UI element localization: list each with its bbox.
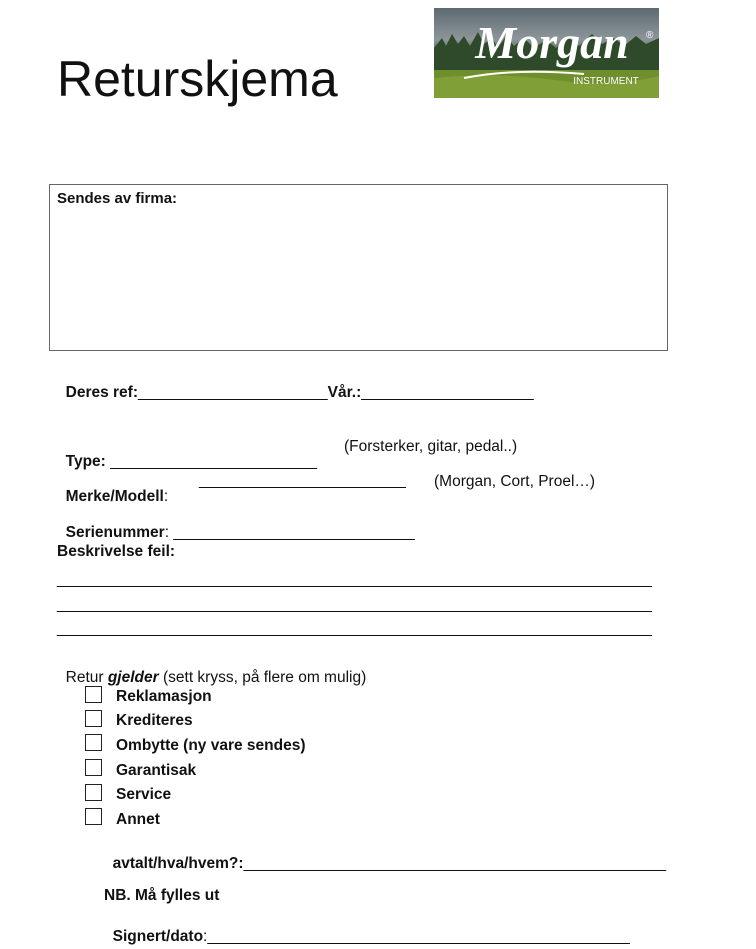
option-label-ombytte: Ombytte (ny vare sendes) xyxy=(116,737,306,754)
description-line-2[interactable]: _____________________________________________________________________ xyxy=(57,596,652,613)
return-info xyxy=(57,654,366,685)
return-info-emphasis: gjelder xyxy=(107,668,159,686)
option-label-service: Service xyxy=(116,786,172,803)
deres-ref-label: Deres ref: xyxy=(65,383,138,401)
checkbox-reklamasjon[interactable] xyxy=(85,686,102,703)
agreed-field[interactable]: _________________________________________________ xyxy=(243,854,666,872)
serial-label: Serienummer xyxy=(65,523,165,541)
serial-colon: : xyxy=(164,523,174,541)
description-label: Beskrivelse feil: xyxy=(57,543,176,560)
checkbox-service[interactable] xyxy=(85,784,102,801)
return-info-prefix: Retur xyxy=(65,668,108,686)
type-row xyxy=(57,438,317,469)
var-ref-label: Vår.: xyxy=(327,383,362,401)
required-note: NB. Må fylles ut xyxy=(104,887,220,904)
option-label-krediteres: Krediteres xyxy=(116,712,193,729)
description-line-1[interactable]: _____________________________________________________________________ xyxy=(57,571,652,588)
type-field[interactable]: ________________________ xyxy=(110,452,318,470)
model-row xyxy=(57,473,168,504)
logo-registered: ® xyxy=(646,30,654,41)
agreed-row xyxy=(104,840,666,871)
signed-field[interactable]: _________________________________________________ xyxy=(207,927,630,945)
model-colon: : xyxy=(163,487,169,505)
signed-row xyxy=(104,913,630,944)
return-info-suffix: (sett kryss, på flere om mulig) xyxy=(158,668,367,686)
checkbox-annet[interactable] xyxy=(85,808,102,825)
model-field[interactable]: ________________________ xyxy=(199,472,406,489)
model-hint: (Morgan, Cort, Proel…) xyxy=(434,473,596,490)
option-label-annet: Annet xyxy=(116,811,160,828)
option-label-garantisak: Garantisak xyxy=(116,762,197,779)
model-label: Merke/Modell xyxy=(65,487,164,505)
signed-colon: : xyxy=(203,927,208,945)
sender-box[interactable] xyxy=(49,184,668,351)
logo-image xyxy=(434,8,659,98)
type-label: Type: xyxy=(65,452,111,470)
signed-label: Signert/dato xyxy=(112,927,204,945)
sender-box-label: Sendes av firma: xyxy=(57,190,178,207)
checkbox-krediteres[interactable] xyxy=(85,710,102,727)
checkbox-garantisak[interactable] xyxy=(85,759,102,776)
option-label-reklamasjon: Reklamasjon xyxy=(116,688,212,705)
logo-subtitle: INSTRUMENT xyxy=(573,76,639,87)
checkbox-ombytte[interactable] xyxy=(85,734,102,751)
var-ref-field[interactable]: ____________________ xyxy=(361,383,534,401)
agreed-label: avtalt/hva/hvem?: xyxy=(112,854,244,872)
serial-row xyxy=(57,509,415,540)
logo-wordmark: Morgan xyxy=(475,17,629,68)
deres-ref-field[interactable]: ______________________ xyxy=(138,383,328,401)
description-line-3[interactable]: _____________________________________________________________________ xyxy=(57,620,652,637)
type-hint: (Forsterker, gitar, pedal..) xyxy=(344,438,518,455)
serial-field[interactable]: ____________________________ xyxy=(173,523,415,541)
page-title: Returskjema xyxy=(57,51,338,107)
morgan-logo xyxy=(434,8,659,98)
refs-row xyxy=(57,369,534,400)
